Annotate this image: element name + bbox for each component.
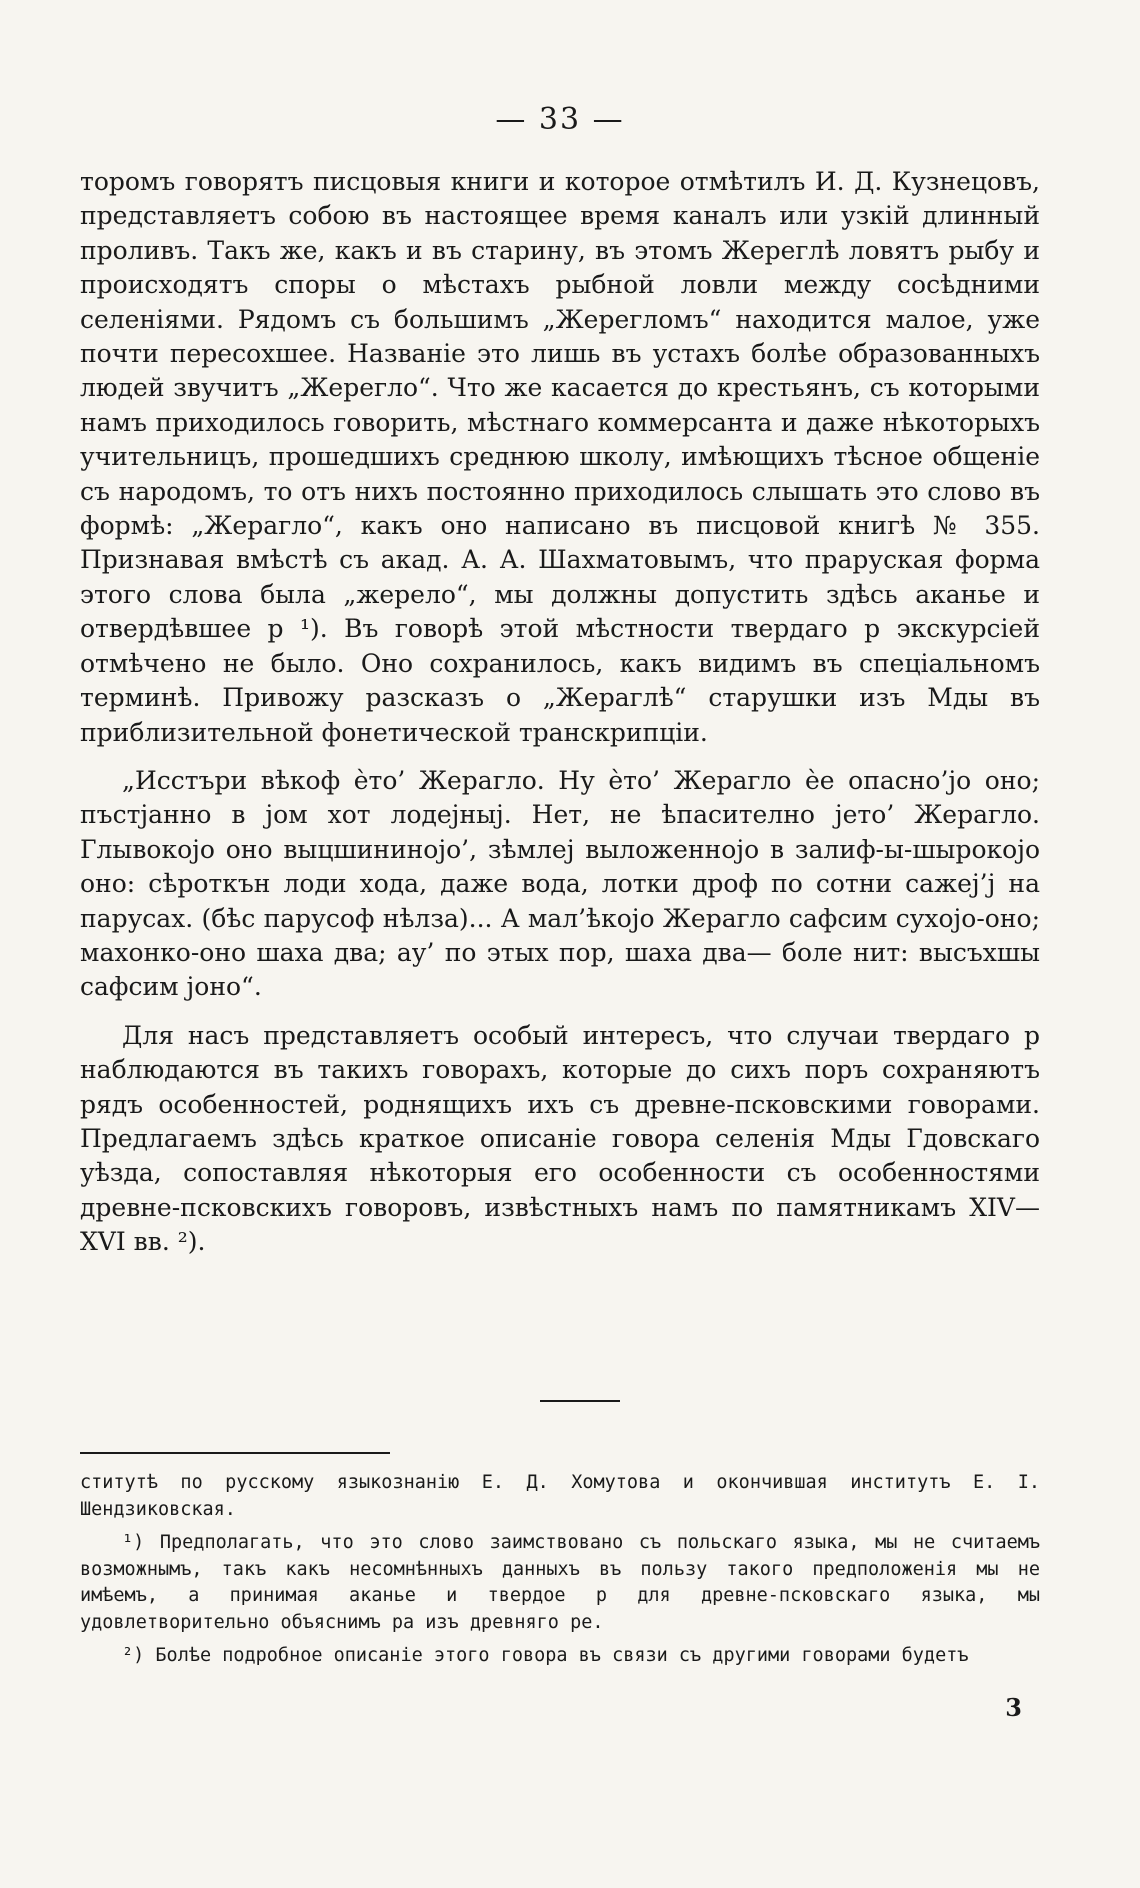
footnote-rule <box>80 1452 390 1454</box>
paragraph-1: торомъ говорятъ писцовыя книги и которое отмѣтилъ И. Д. Кузнецовъ, представляетъ собою въ настоящее время каналъ или узкій длинный проливъ. Такъ же, какъ и въ старину, въ этомъ Жереглѣ ловятъ рыбу и происходятъ споры о мѣстахъ рыбной ловли между сосѣдними селеніями. Рядомъ съ большимъ „Жерегломъ“ находится малое, уже почти пересохшее. Названіе это лишь въ устахъ болѣе образованныхъ людей звучитъ „Жерегло“. Что же касается до крестьянъ, съ которыми намъ приходилось говорить, мѣстнаго коммерсанта и даже нѣкоторыхъ учительницъ, прошедшихъ среднюю школу, имѣющихъ тѣсное общеніе съ народомъ, то отъ нихъ постоянно приходилось слышать это слово въ формѣ: „Жерагло“, какъ оно написано въ писцовой книгѣ № 355. Признавая вмѣстѣ съ акад. А. А. Шахматовымъ, что праруская форма этого слова была „жерело“, мы должны допустить здѣсь аканье и отвердѣвшее р ¹). Въ говорѣ этой мѣстности твердаго р экскурсіей отмѣчено не было. Оно сохранилось, какъ видимъ въ спеціальномъ терминѣ. Привожу разсказъ о „Жераглѣ“ старушки изъ Мды въ приблизительной фонетической транскрипціи. <box>80 167 1040 747</box>
printer-signature: 3 <box>1005 1693 1022 1722</box>
page <box>80 0 1040 1888</box>
paragraph-3: Для насъ представляетъ особый интересъ, что случаи твердаго р наблюдаются въ такихъ говорахъ, которые до сихъ поръ сохраняютъ рядъ особенностей, роднящихъ ихъ съ древне-псковскими говорами. Предлагаемъ здѣсь краткое описаніе говора селенія Мды Гдовскаго уѣзда, сопоставляя нѣкоторыя его особенности съ особенностями древне-псковскихъ говоровъ, извѣстныхъ намъ по памятникамъ XIV—XVI вв. ²). <box>80 1020 1040 1257</box>
footnote-2: ²) Болѣе подробное описаніе этого говора въ связи съ другими говорами будетъ <box>122 1645 969 1666</box>
footnote-continuation: ститутѣ по русскому языкознанію Е. Д. Хомутова и окончившая институтъ Е. І. Шендзиковская. <box>80 1472 1040 1520</box>
paragraph-quote: „Исстъри вѣкоф ѐто’ Жерагло. Ну ѐто’ Жерагло ѐе опасно’јо оно; пъстјанно в јом хот лодејныј. Нет, не ѣпасително јето’ Жерагло. Глывокојо оно выцшининојо’, зѣмлеј выложеннојо в залиф-ы-шырокојо оно: сѣроткън лоди хода, даже вода, лотки дроф по сотни сажеј’ј на парусах. (бѣс парусоф нѣлза)... А мал’ѣкојо Жерагло сафсим сухојо-оно; махонко-оно шаха два; ау’ по этых пор, шаха два— боле нит: высъхшы сафсим јоно“. <box>80 765 1040 1002</box>
section-separator <box>540 1400 620 1402</box>
main-text <box>80 165 1040 1260</box>
footnotes <box>80 1470 1040 1677</box>
page-number: — 33 — <box>495 102 625 137</box>
footnote-1: ¹) Предполагать, что это слово заимствовано съ польскаго языка, мы не считаемъ возможнымъ, такъ какъ несомнѣнныхъ данныхъ въ пользу такого предположенія мы не имѣемъ, а принимая аканье и твердое р для древне-псковскаго языка, мы удовлетворительно объяснимъ ра изъ древняго ре. <box>80 1532 1040 1633</box>
